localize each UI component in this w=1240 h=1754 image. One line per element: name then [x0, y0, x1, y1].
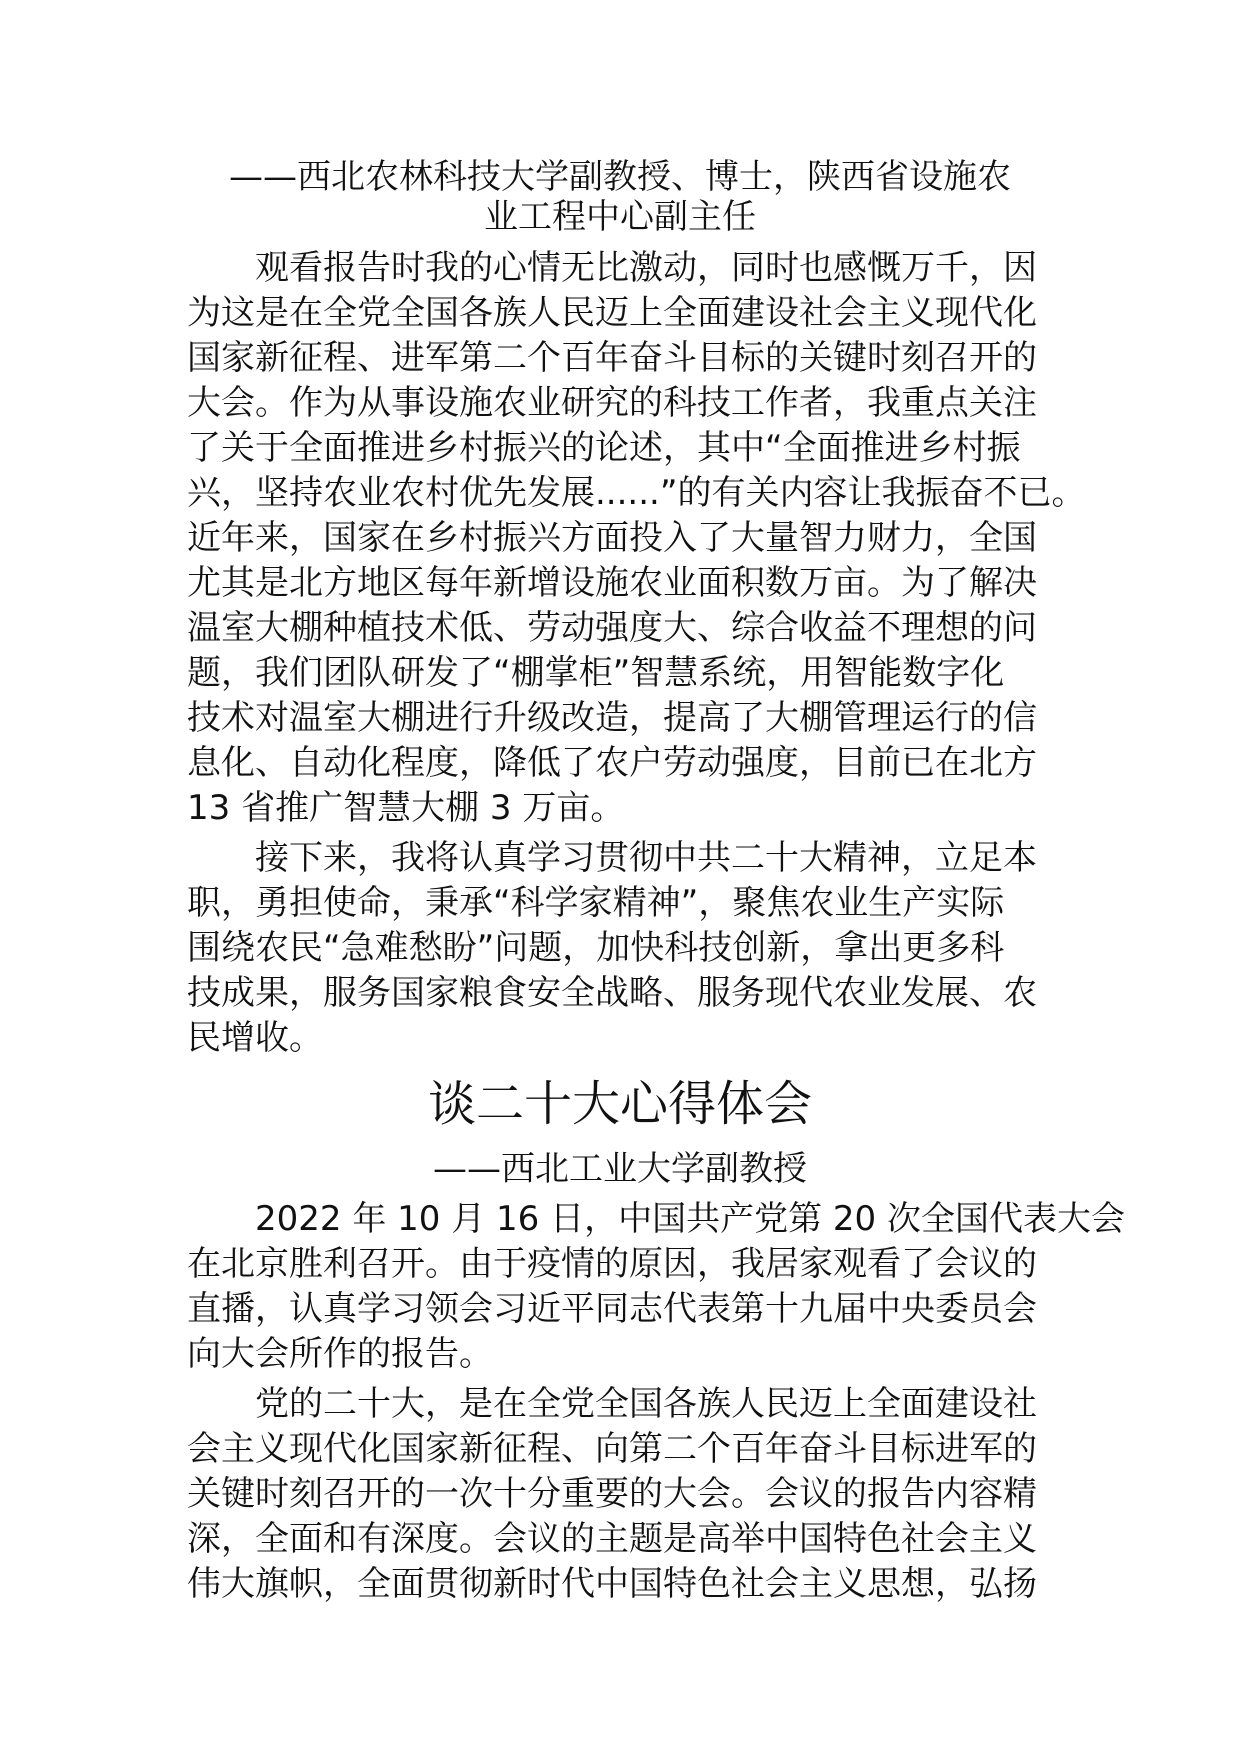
paragraph-line: 为这是在全党全国各族人民迈上全面建设社会主义现代化 [187, 293, 1037, 333]
paragraph-line: 会主义现代化国家新征程、向第二个百年奋斗目标进军的 [187, 1429, 1037, 1469]
paragraph-line: 了关于全面推进乡村振兴的论述，其中“全面推进乡村振 [187, 428, 1021, 468]
paragraph-line: 在北京胜利召开。由于疫情的原因，我居家观看了会议的 [187, 1244, 1037, 1284]
paragraph-line: 直播，认真学习领会习近平同志代表第十九届中央委员会 [187, 1289, 1037, 1329]
paragraph-line: 温室大棚种植技术低、劳动强度大、综合收益不理想的问 [187, 608, 1037, 648]
paragraph-line: 关键时刻召开的一次十分重要的大会。会议的报告内容精 [187, 1474, 1037, 1514]
paragraph-line: 观看报告时我的心情无比激动，同时也感慨万千，因 [255, 248, 1037, 288]
paragraph-line: 向大会所作的报告。 [187, 1334, 493, 1374]
paragraph-line: 兴，坚持农业农村优先发展......”的有关内容让我振奋不已。 [187, 473, 1086, 513]
section-title: 谈二十大心得体会 [427, 1076, 812, 1132]
paragraph-line: 围绕农民“急难愁盼”问题，加快科技创新，拿出更多科 [187, 928, 1005, 968]
paragraph-line: 息化、自动化程度，降低了农户劳动强度，目前已在北方 [187, 743, 1037, 783]
paragraph-line: 2022 年 10 月 16 日，中国共产党第 20 次全国代表大会 [255, 1199, 1125, 1239]
paragraph-line: 党的二十大，是在全党全国各族人民迈上全面建设社 [255, 1384, 1037, 1424]
paragraph-line: 技术对温室大棚进行升级改造，提高了大棚管理运行的信 [187, 698, 1037, 738]
paragraph-line: 职，勇担使命，秉承“科学家精神”，聚焦农业生产实际 [187, 883, 1005, 923]
byline-line-1: ——西北农林科技大学副教授、博士，陕西省设施农 [229, 157, 1011, 197]
paragraph-line: 13 省推广智慧大棚 3 万亩。 [187, 788, 625, 828]
paragraph-line: 近年来，国家在乡村振兴方面投入了大量智力财力，全国 [187, 518, 1037, 558]
section-byline: ——西北工业大学副教授 [433, 1149, 807, 1189]
paragraph-line: 深，全面和有深度。会议的主题是高举中国特色社会主义 [187, 1519, 1037, 1559]
paragraph-line: 大会。作为从事设施农业研究的科技工作者，我重点关注 [187, 383, 1037, 423]
paragraph-line: 伟大旗帜，全面贯彻新时代中国特色社会主义思想，弘扬 [187, 1564, 1037, 1604]
paragraph-line: 尤其是北方地区每年新增设施农业面积数万亩。为了解决 [187, 563, 1037, 603]
paragraph-line: 国家新征程、进军第二个百年奋斗目标的关键时刻召开的 [187, 338, 1037, 378]
paragraph-line: 民增收。 [187, 1018, 323, 1058]
byline-line-2: 业工程中心副主任 [484, 197, 756, 237]
paragraph-line: 技成果，服务国家粮食安全战略、服务现代农业发展、农 [187, 973, 1037, 1013]
paragraph-line: 接下来，我将认真学习贯彻中共二十大精神，立足本 [255, 838, 1037, 878]
paragraph-line: 题，我们团队研发了“棚掌柜”智慧系统，用智能数字化 [187, 653, 1005, 693]
